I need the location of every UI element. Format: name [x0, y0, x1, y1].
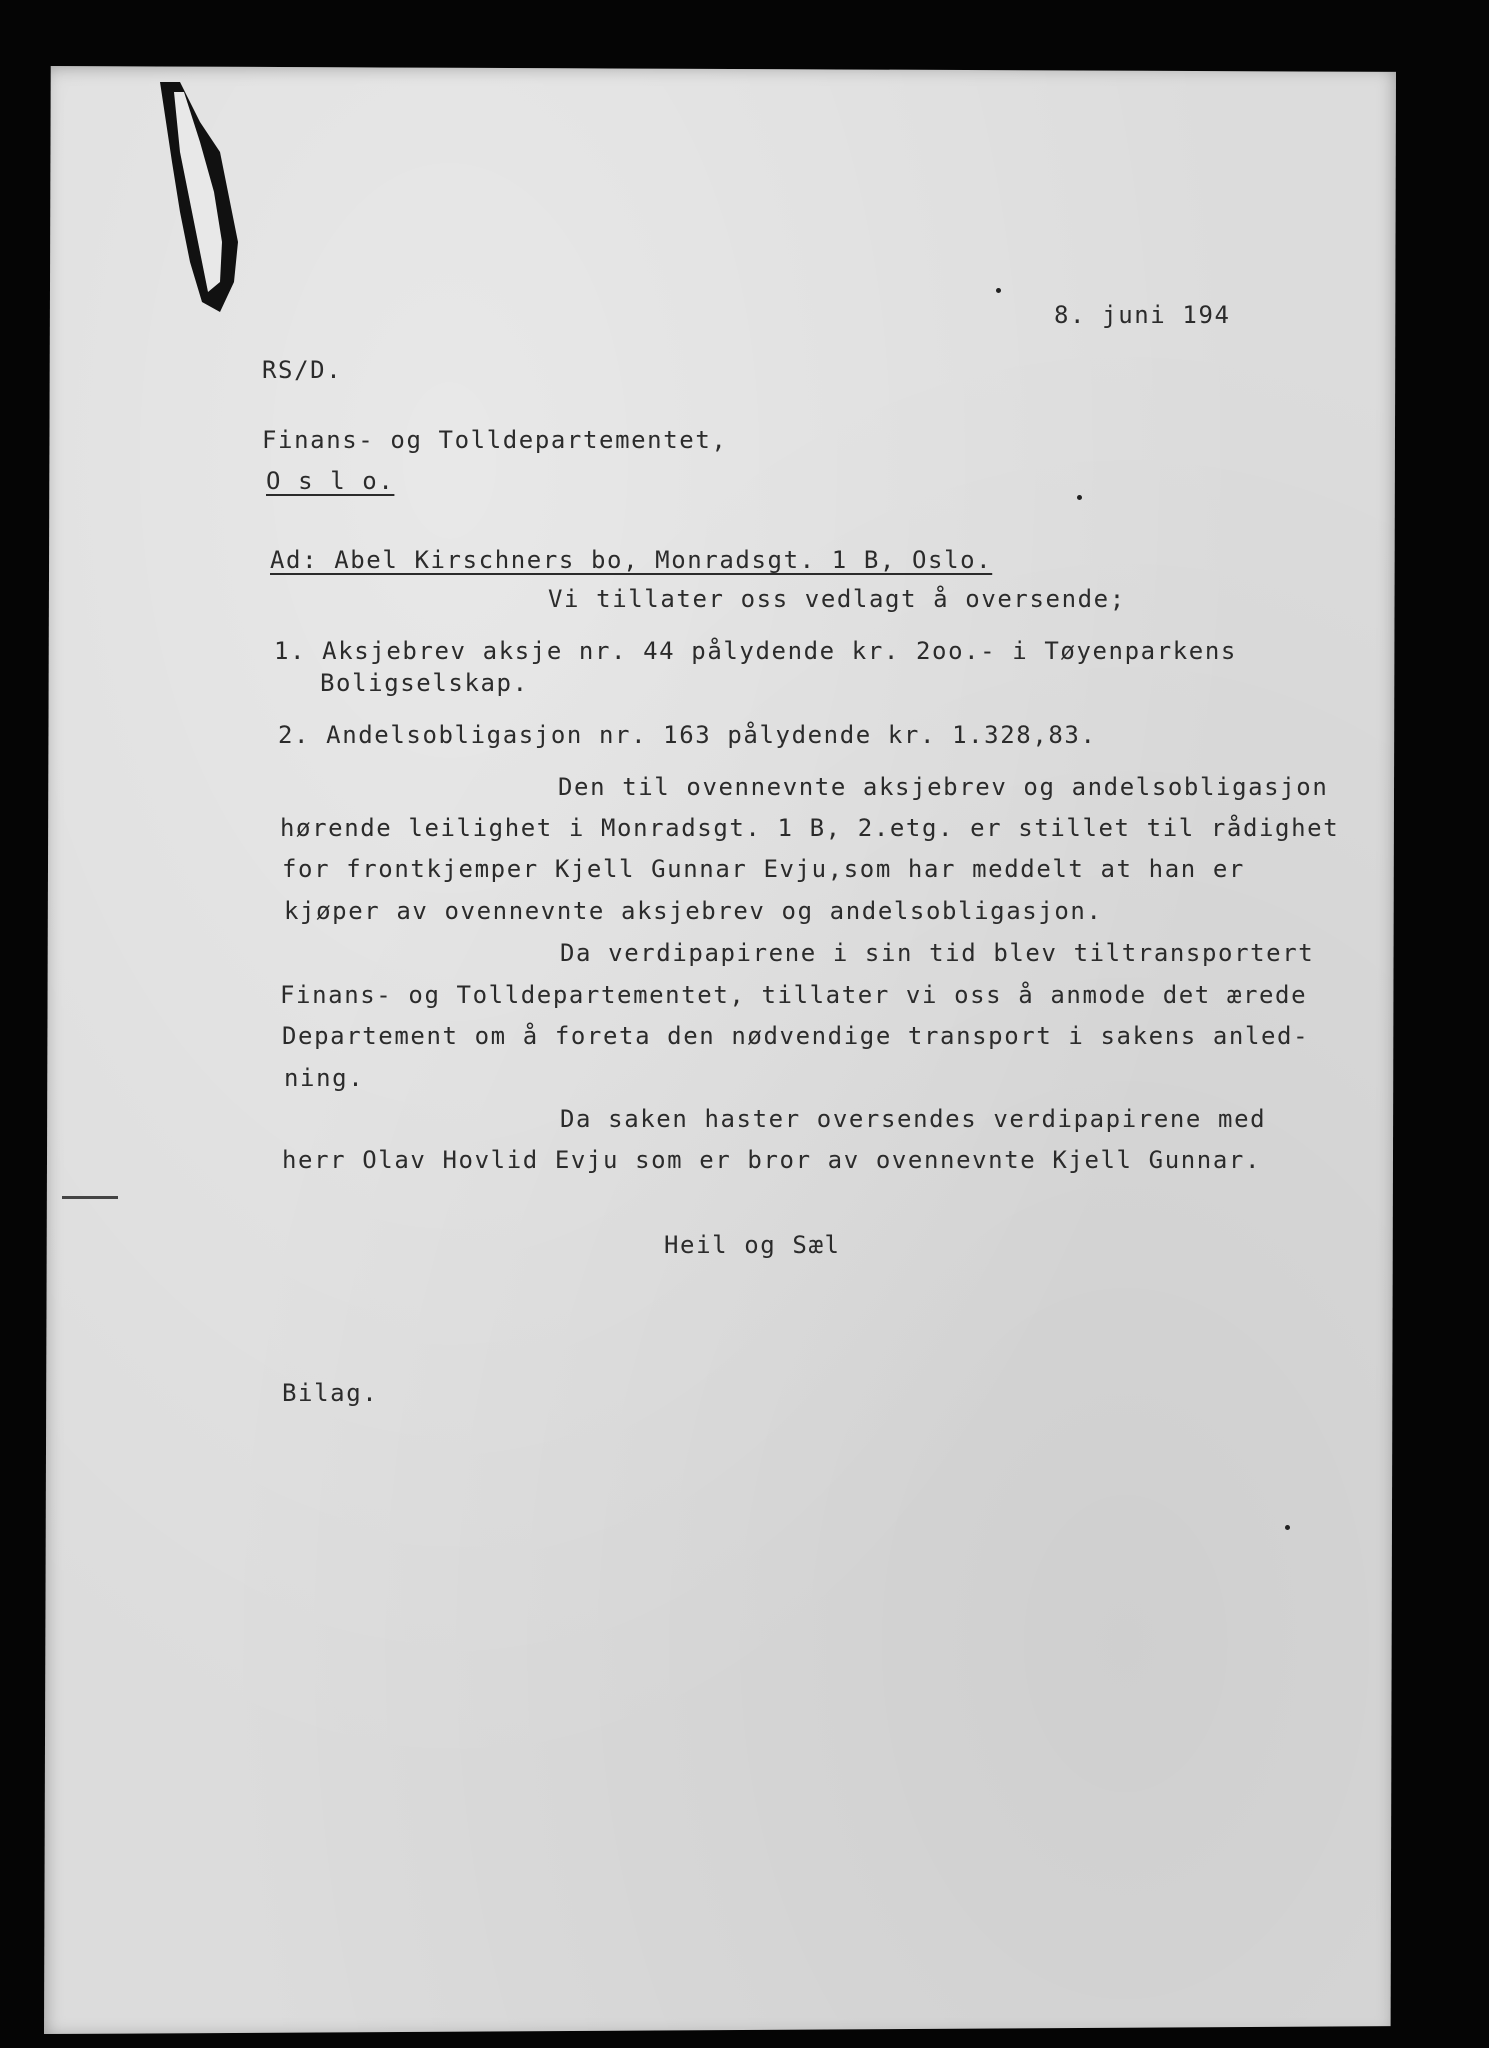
paper-sheet — [44, 66, 1396, 2038]
paragraph1-line: Den til ovennevnte aksjebrev og andelsobligasjon — [558, 773, 1329, 801]
item-1-line-1: 1. Aksjebrev aksje nr. 44 pålydende kr. 2oo.- i Tøyenparkens — [274, 637, 1237, 665]
paragraph3-line: Da saken haster oversendes verdipapirene med — [560, 1105, 1267, 1133]
recipient-city: O s l o. — [266, 467, 395, 495]
intro-line: Vi tillater oss vedlagt å oversende; — [548, 585, 1126, 613]
item-1-line-2: Boligselskap. — [320, 669, 529, 697]
paragraph1-line: hørende leilighet i Monradsgt. 1 B, 2.etg. er stillet til rådighet — [280, 814, 1340, 842]
speck — [1077, 495, 1082, 500]
letter-date: 8. juni 194 — [1054, 301, 1231, 329]
speck — [996, 288, 1001, 293]
speck — [1285, 1525, 1290, 1530]
margin-mark — [62, 1196, 118, 1199]
paragraph3-line: herr Olav Hovlid Evju som er bror av ovennevnte Kjell Gunnar. — [282, 1146, 1262, 1174]
closing-salutation: Heil og Sæl — [664, 1231, 841, 1259]
recipient-name: Finans- og Tolldepartementet, — [262, 426, 728, 454]
item-2-line-1: 2. Andelsobligasjon nr. 163 pålydende kr. 1.328,83. — [278, 721, 1097, 749]
paragraph1-line: for frontkjemper Kjell Gunnar Evju,som har meddelt at han er — [282, 855, 1245, 883]
paragraph2-line: Departement om å foreta den nødvendige transport i sakens anled- — [282, 1022, 1310, 1050]
reference-code: RS/D. — [262, 356, 343, 384]
paragraph2-line: ning. — [284, 1064, 365, 1092]
enclosure-note: Bilag. — [282, 1379, 379, 1407]
subject-line: Ad: Abel Kirschners bo, Monradsgt. 1 B, Oslo. — [270, 546, 993, 574]
punched-hole-mark — [150, 82, 260, 322]
paragraph1-line: kjøper av ovennevnte aksjebrev og andelsobligasjon. — [284, 897, 1103, 925]
paragraph2-line: Finans- og Tolldepartementet, tillater vi oss å anmode det ærede — [280, 981, 1308, 1009]
paragraph2-line: Da verdipapirene i sin tid blev tiltransportert — [560, 939, 1315, 967]
